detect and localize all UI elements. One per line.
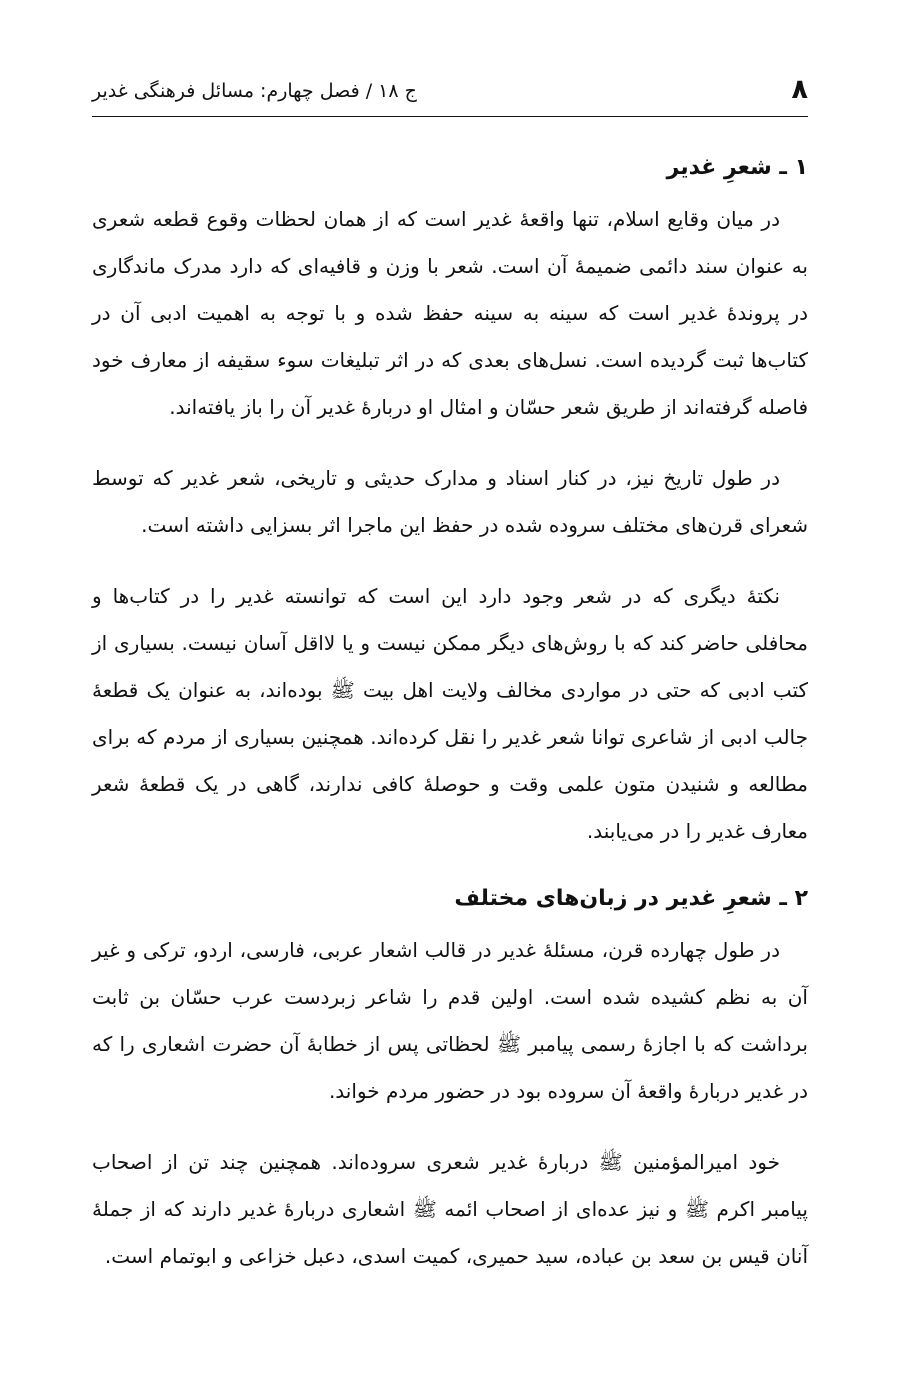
page-header [92,70,808,117]
page-body [92,140,808,1304]
paragraph: نکتۀ دیگری که در شعر وجود دارد این است که توانسته غدیر را در کتاب‌ها و محافلی حاضر کند که با روش‌های دیگر ممکن نیست و یا لااقل آسان نیست. بسیاری از کتب ادبی که حتی در مواردی مخالف ولایت اهل بیت ﷺ بوده‌اند، به عنوان یک قطعۀ جالب ادبی از شاعری توانا شعر غدیر را نقل کرده‌اند. همچنین بسیاری از مردم که برای مطالعه و شنیدن متون علمی وقت و حوصلۀ کافی ندارند، گاهی در یک قطعۀ شعر معارف غدیر را در می‌یابند. [92,584,808,843]
section-heading: ۱ ـ شعرِ غدیر [666,155,808,180]
paragraph: در طول چهارده قرن، مسئلۀ غدیر در قالب اشعار عربی، فارسی، اردو، ترکی و غیر آن به نظم کشیده شده است. اولین قدم را شاعر زبردست عرب حسّان بن ثابت برداشت که با اجازۀ رسمی پیامبر ﷺ لحظاتی پس از خطابۀ آن حضرت اشعاری را که در غدیر دربارۀ واقعۀ آن سروده بود در حضور مردم خواند. [92,938,808,1103]
running-title: ج ۱۸ / فصل چهارم: مسائل فرهنگی غدیر [92,80,417,102]
paragraph: در میان وقایع اسلام، تنها واقعۀ غدیر است که از همان لحظات وقوع قطعه شعری به عنوان سند دائمی ضمیمۀ آن است. شعر با وزن و قافیه‌ای که دارد مدرک ماندگاری در پروندۀ غدیر است که سینه به سینه حفظ شده و با توجه به اهمیت ادبی آن در کتاب‌ها ثبت گردیده است. نسل‌های بعدی که در اثر تبلیغات سوء سقیفه از معارف خود فاصله گرفته‌اند از طریق شعر حسّان و امثال او دربارۀ غدیر آن را باز یافته‌اند. [92,207,808,419]
paragraph: خود امیرالمؤمنین ﷺ دربارۀ غدیر شعری سروده‌اند. همچنین چند تن از اصحاب پیامبر اکرم ﷺ و نیز عده‌ای از اصحاب ائمه ﷺ اشعاری دربارۀ غدیر دارند که از جملۀ آنان قیس بن سعد بن عباده، سید حمیری، کمیت اسدی، دعبل خزاعی و ابوتمام است. [92,1150,808,1268]
page-number: ۸ [791,74,808,105]
paragraph: در طول تاریخ نیز، در کنار اسناد و مدارک حدیثی و تاریخی، شعر غدیر که توسط شعرای قرن‌های مختلف سروده شده در حفظ این ماجرا اثر بسزایی داشته است. [92,466,808,537]
section-heading: ۲ ـ شعرِ غدیر در زبان‌های مختلف [454,886,808,911]
